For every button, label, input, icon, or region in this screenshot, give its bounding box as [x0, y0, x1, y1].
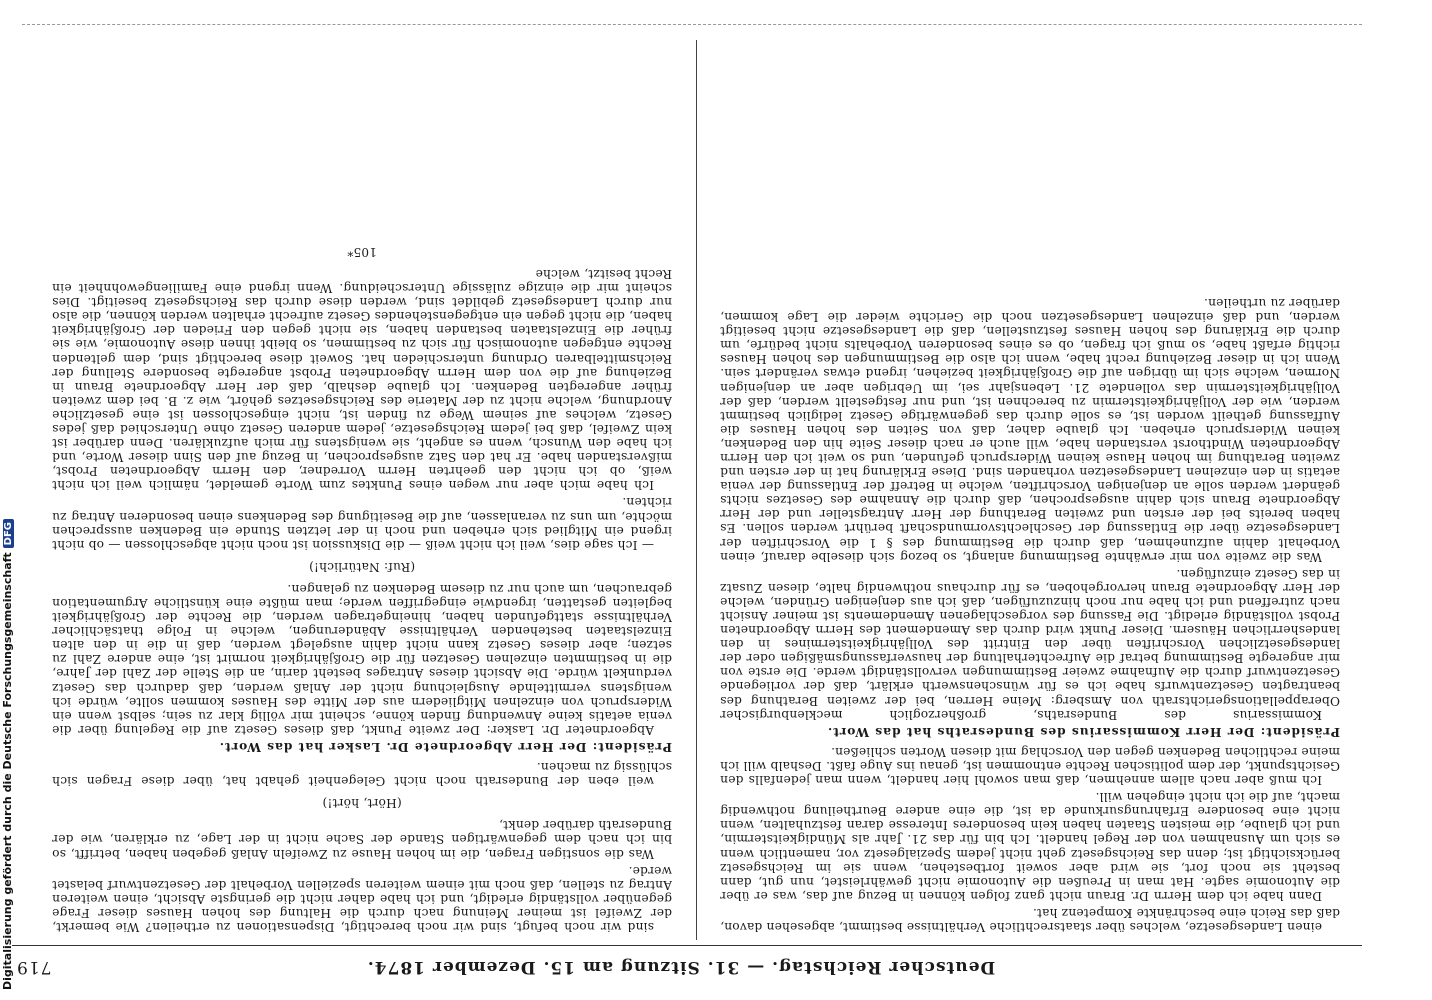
footer-rule: [22, 24, 1362, 25]
paragraph: Ich habe mich aber nur wegen eines Punktes zum Worte gemeldet, nämlich weil ich nicht weiß, ob ich nicht den geehrten Herrn Vorredner, den Herrn Abgeordneten Probst, mißverstanden habe. Er hat den Satz ausgesprochen, in Bezug auf den Sinn dieser Worte, und ich habe den Wunsch, wenn es angeht, sie wenigstens für mich aufzuklären. Denn darüber ist kein Zweifel, daß bei jedem Reichsgesetze, jedem anderen Gesetz ohne Unterschied daß jedes Gesetz, welches auf seinem Wege zu finden ist, nicht eingeschlossen ist eine gesetzliche Anordnung, welche nicht zu der Materie des Reichsgesetzes gehört, wie z. B. bei dem zweiten früher angeregten Bedenken. Ich glaube deshalb, daß der Herr Abgeordnete Braun in Beziehung auf die von dem Herrn Abgeordneten Probst angeregte besondere Stellung der Reichsmittelbaren Ordnung unterschieden hat. Soweit diese berechtigt sind, dem geltenden Rechte entgegen autonomisch für sich zu bestimmen, so bleibt ihnen diese Autonomie, wie sie früher die Einzelstaaten bestanden haben, sie nicht gegen den Frieden der Großjährigkeit haben, die nicht gegen ein entgegenstehendes Gesetz aufrecht erhalten werden können, die also nur durch Landesgesetz gebildet sind, werden diese durch das Reichsgesetz beseitigt. Dies scheint mir die einzige zulässige Unterscheidung. Wenn irgend eine Familiengewohnheit ein Recht besitzt, welche: [52, 266, 672, 493]
page-title: Deutscher Reichstag. — 31. Sitzung am 15. Dezember 1874.: [366, 957, 996, 977]
header-rule: [12, 945, 1362, 946]
sheet-signature: 105*: [347, 244, 377, 259]
speaker-text: Präsident: Der Herr Kommissarius des Bundesraths hat das Wort.: [826, 724, 1340, 739]
interjection: (Ruf: Natürlich!): [308, 559, 416, 574]
right-column: [52, 54, 672, 934]
digitization-notice: [1, 519, 14, 990]
paragraph: Ich muß aber nach allem annehmen, daß man sowohl hier handelt, wenn man jedenfalls den Gesichtspunkt, der dem politischen Rechte entnommen ist, genau ins Auge faßt. Deshalb will ich meine rechtlichen Bedenken gegen den Vorschlag mit diesen Worten schließen.: [720, 744, 1340, 788]
speaker-line: [720, 725, 1340, 739]
paragraph: weil eben der Bundesrath noch nicht Gelegenheit gehabt hat, über diese Fragen sich schlüssig zu machen.: [52, 760, 672, 789]
speaker-text: Präsident: Der Herr Abgeordnete Dr. Lasker hat das Wort.: [218, 739, 672, 754]
paragraph: Was die zweite von mir erwähnte Bestimmung anlangt, so bezog sich dieselbe darauf, einen Vorbehalt dahin aufzunehmen, daß durch die Bestimmung des § 1 die Vorschriften der Landesgesetze über die Entlassung der Geschlechtsvormundschaft berührt werden sollen. Es haben bereits bei der ersten und zweiten Berathung der Herr Antragsteller und der Herr Abgeordnete Braun sich dahin ausgesprochen, daß durch die Annahme des Gesetzes nichts geändert werden solle an denjenigen Vorschriften, welche in Betreff der Entlassung der venia aetatis in den einzelnen Landesgesetzen vorhanden sind. Diese Erklärung hat in der ersten und zweiten Berathung im hohen Hause keinen Widerspruch gefunden, und so weit ich den Herrn Abgeordneten Windthorst verstanden habe, will auch er nach dieser Seite hin den Bedenken, keinen Widerspruch erheben. Ich glaube daher, daß von Seiten des hohen Hauses die Auffassung getheilt worden ist, es solle durch das gegenwärtige Gesetz lediglich bestimmt werden, wie der Volljährigkeitstermin zu berechnen ist, und nur festgestellt werden, daß der Volljährigkeitstermin das vollendete 21. Lebensjahr sei, im Uebrigen aber an denjenigen Normen, welche sich im übrigen auf die Großjährigkeit beziehen, irgend etwas verändert sein. Wenn ich in dieser Beziehung recht habe, wenn ich also die Bestimmungen des hohen Hauses richtig erfaßt habe, so muß ich fragen, ob es eines besonderen Vorbehalts nicht bedürfe, um durch die Erklärung des hohen Hauses festzustellen, daß die Landesgesetze nicht beseitigt werden, und daß einzelnen Landesgesetzen noch die Gerichte wieder die Lage kommen, darüber zu urtheilen.: [720, 295, 1340, 564]
digitization-sidebar: [0, 0, 20, 1000]
speaker-line: [52, 740, 672, 754]
interjection: (Hört, hört!): [322, 796, 402, 811]
left-column: [720, 54, 1340, 934]
paragraph: sind wir noch befugt, sind wir noch berechtigt, Dispensationen zu ertheilen? Wie bemerkt, der Zweifel ist meiner Meinung nach durch die Haltung des hohen Hauses dieser Frage gegenüber vollständig erledigt, und ich habe daher nicht die geringste Absicht, einen weiteren Antrag zu stellen, daß noch mit einem weiteren speziellen Vorbehalt der Gesetzentwurf belastet werde.: [52, 863, 672, 934]
digitization-notice-text: Digitalisierung gefördert durch die Deutsche Forschungsgemeinschaft: [1, 552, 14, 990]
column-divider: [696, 40, 697, 940]
paragraph: Kommissarius des Bundesraths, großherzoglich mecklenburgischer Oberappellationsgerichtsrath von Amsberg: Meine Herren, bei der zweiten Berathung des beantragten Gesetzentwurfs habe ich es für wünschenswerth erklärt, daß der vorliegende Gesetzentwurf durch die Aufnahme zweier Bestimmungen vervollständigt werde. Die erste von mir angeregte Bestimmung betraf die Aufrechterhaltung der hausverfassungsmäßigen oder der landesgesetzlichen Vorschriften über den Eintritt des Volljährigkeitstermines in den landesherrlichen Häusern. Dieser Punkt wird durch das Amendement des Herrn Abgeordneten Probst vollständig erledigt. Die Fassung des vorgeschlagenen Amendements ist meiner Ansicht nach zutreffend und ich habe nur noch hinzuzufügen, daß ich aus denjenigen Gründen, welche der Herr Abgeordnete Braun hervorgehoben, es für durchaus nothwendig halte, diesen Zusatz in das Gesetz einzufügen.: [720, 566, 1340, 722]
paragraph: einen Landesgesetze, welches über staatsrechtliche Verhältnisse bestimmt, abgesehen davon, daß das Reich eine beschränkte Kompetenz hat.: [720, 905, 1340, 934]
paragraph: — Ich sage dies, weil ich nicht weiß — die Diskussion ist noch nicht abgeschlossen — ob nicht irgend ein Mitglied sich erheben und noch in der letzten Stunde ein Bedenken aussprechen möchte, um uns zu veranlassen, auf die Beseitigung des Bedenkens einen besonderen Antrag zu richten.: [52, 495, 672, 552]
dfg-logo-icon: DFG: [3, 519, 14, 548]
paragraph: Abgeordneter Dr. Lasker: Der zweite Punkt, daß dieses Gesetz auf die Regelung über die venia aetatis keine Anwendung finden könne, scheint mir völlig klar zu sein; selbst wenn ein Widerspruch von einzelnen Mitgliedern aus der Mitte des Hauses kommen sollte, würde ich wenigstens vermittelnde Ausgleichung nicht der Anlaß werden, daß dadurch das Gesetz verdunkelt würde. Die Absicht dieses Antrages besteht darin, an die Stelle der Zahl der Jahre, die in bestimmten einzelnen Gesetzen für die Großjährigkeit normirt ist, eine andere Zahl zu setzen; aber dieses Gesetz kann nicht dahin ausgelegt werden, daß in die in den alten Einzelstaaten bestehenden Verhältnisse Abänderungen, welche in Folge thatsächlicher Verhältnisse stattgefunden haben, hineingetragen werden, die Rechte der Großjährigkeit begleiten gestatten, irgendwie eingegriffen werde; man müßte eine künstliche Argumentation gebrauchen, um auch nur zu diesem Bedenken zu gelangen.: [52, 581, 672, 737]
paragraph: Dann habe ich dem Herrn Dr. Braun nicht ganz folgen können in Bezug auf das, was er über die Autonomie sagte. Hat man in Preußen die Autonomie nicht gewährleistet, nun gut, dann besteht sie noch fort, sie wird aber soweit fortbestehen, wenn sie im Reichsgesetz berücksichtigt ist; denn das Reichsgesetz geht nicht jedem Spezialgesetz vor, namentlich wenn es sich um Ausnahmen von der Regel handelt. Ich bin für das 21. Jahr als Mündigkeitstermin, und ich glaube, die meisten Staaten haben kein besonderes Interesse daran festzuhalten, wenn nicht eine besondere Erfahrungsurkunde da ist, die eine andere Beurtheilung nothwendig macht, auf die ich nicht eingehen will.: [720, 790, 1340, 903]
page-number: 719: [16, 957, 52, 977]
page-header: [16, 952, 1346, 982]
paragraph: Was die sonstigen Fragen, die im hohen Hause zu Zweifeln Anlaß gegeben haben, betrifft, so bin ich nach dem gegenwärtigen Stande der Sache nicht in der Lage, zu erklären, wie der Bundesrath darüber denkt,: [52, 818, 672, 861]
